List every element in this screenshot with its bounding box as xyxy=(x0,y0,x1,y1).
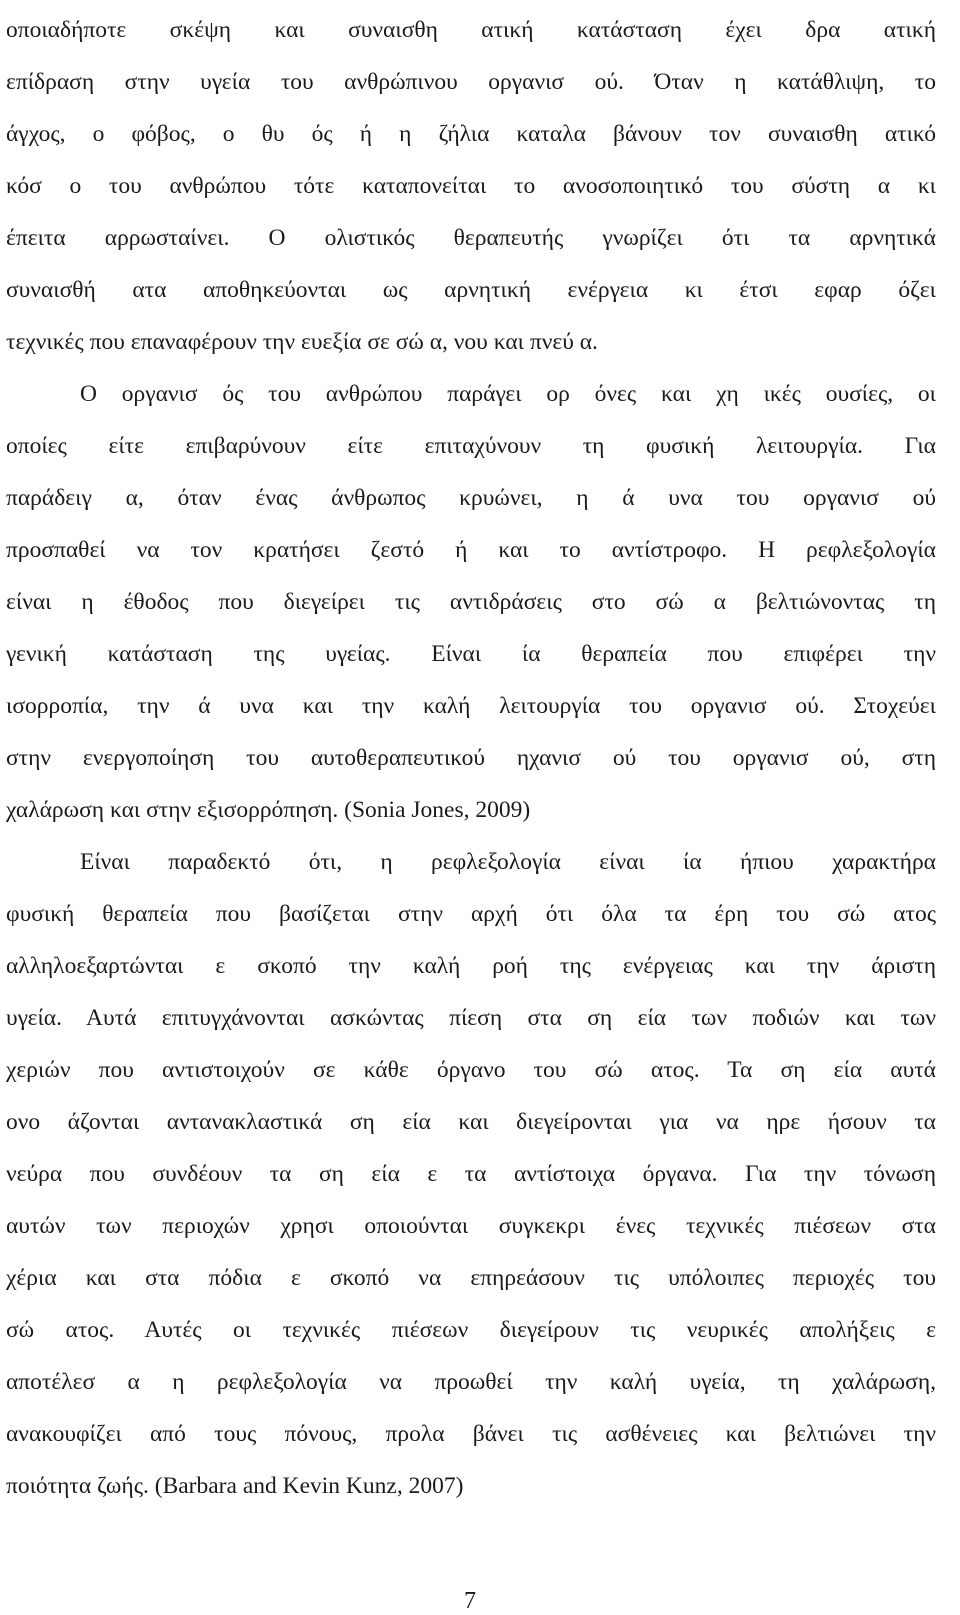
text-line: χαλάρωση και στην εξισορρόπηση. (Sonia Jones, 2009) xyxy=(6,797,531,823)
text-line: κόσ ο του ανθρώπου τότε καταπονείται το ανοσοποιητικό του σύστη α κι xyxy=(6,173,936,199)
text-line: είναι η έθοδος που διεγείρει τις αντιδράσεις στο σώ α βελτιώνοντας τη xyxy=(6,589,936,615)
text-line: χέρια και στα πόδια ε σκοπό να επηρεάσουν τις υπόλοιπες περιοχές του xyxy=(6,1265,936,1291)
text-line: οποιαδήποτε σκέψη και συναισθη ατική κατάσταση έχει δρα ατική xyxy=(6,17,936,43)
text-line: έπειτα αρρωσταίνει. Ο ολιστικός θεραπευτής γνωρίζει ότι τα αρνητικά xyxy=(6,225,936,251)
text-line: επίδραση στην υγεία του ανθρώπινου οργανισ ού. Όταν η κατάθλιψη, το xyxy=(6,69,936,95)
text-line: ισορροπία, την ά υνα και την καλή λειτουργία του οργανισ ού. Στοχεύει xyxy=(6,693,936,719)
text-line: χεριών που αντιστοιχούν σε κάθε όργανο του σώ ατος. Τα ση εία αυτά xyxy=(6,1057,936,1083)
text-line: προσπαθεί να τον κρατήσει ζεστό ή και το αντίστροφο. Η ρεφλεξολογία xyxy=(6,537,936,563)
text-line: αυτών των περιοχών χρησι οποιούνται συγκεκρι ένες τεχνικές πιέσεων στα xyxy=(6,1213,936,1239)
text-line: ποιότητα ζωής. (Barbara and Kevin Kunz, 2007) xyxy=(6,1473,464,1499)
text-line: παράδειγ α, όταν ένας άνθρωπος κρυώνει, η ά υνα του οργανισ ού xyxy=(6,485,936,511)
text-line: Ο οργανισ ός του ανθρώπου παράγει ορ όνες και χη ικές ουσίες, οι xyxy=(80,381,936,407)
text-line: ανακουφίζει από τους πόνους, προλα βάνει τις ασθένειες και βελτιώνει την xyxy=(6,1421,936,1447)
text-line: υγεία. Αυτά επιτυγχάνονται ασκώντας πίεση στα ση εία των ποδιών και των xyxy=(6,1005,936,1031)
page-number: 7 xyxy=(464,1588,476,1614)
text-line: συναισθή ατα αποθηκεύονται ως αρνητική ενέργεια κι έτσι εφαρ όζει xyxy=(6,277,936,303)
text-line: αποτέλεσ α η ρεφλεξολογία να προωθεί την καλή υγεία, τη χαλάρωση, xyxy=(6,1369,936,1395)
paragraph-3 xyxy=(6,836,936,1512)
text-line: γενική κατάσταση της υγείας. Είναι ία θεραπεία που επιφέρει την xyxy=(6,641,936,667)
paragraph-1 xyxy=(6,4,936,368)
text-line: ονο άζονται αντανακλαστικά ση εία και διεγείρονται για να ηρε ήσουν τα xyxy=(6,1109,936,1135)
text-line: οποίες είτε επιβαρύνουν είτε επιταχύνουν τη φυσική λειτουργία. Για xyxy=(6,433,936,459)
text-line: στην ενεργοποίηση του αυτοθεραπευτικού ηχανισ ού του οργανισ ού, στη xyxy=(6,745,936,771)
text-line: τεχνικές που επαναφέρουν την ευεξία σε σώ α, νου και πνεύ α. xyxy=(6,329,598,355)
paragraph-2 xyxy=(6,368,936,836)
text-line: νεύρα που συνδέουν τα ση εία ε τα αντίστοιχα όργανα. Για την τόνωση xyxy=(6,1161,936,1187)
text-line: αλληλοεξαρτώνται ε σκοπό την καλή ροή της ενέργειας και την άριστη xyxy=(6,953,936,979)
text-line: άγχος, ο φόβος, ο θυ ός ή η ζήλια καταλα βάνουν τον συναισθη ατικό xyxy=(6,121,936,147)
text-line: Είναι παραδεκτό ότι, η ρεφλεξολογία είναι ία ήπιου χαρακτήρα xyxy=(80,849,936,875)
text-line: σώ ατος. Αυτές οι τεχνικές πιέσεων διεγείρουν τις νευρικές απολήξεις ε xyxy=(6,1317,936,1343)
text-line: φυσική θεραπεία που βασίζεται στην αρχή ότι όλα τα έρη του σώ ατος xyxy=(6,901,936,927)
